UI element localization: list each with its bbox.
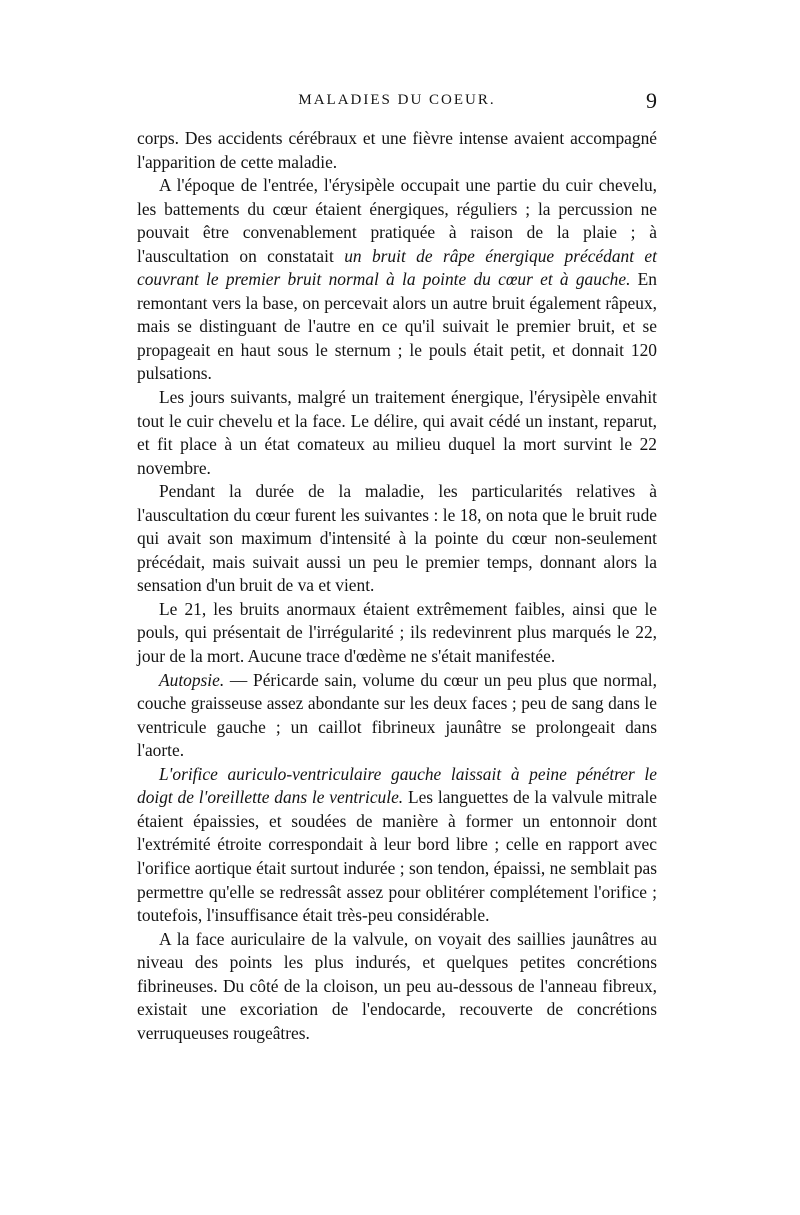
paragraph-7-text: Les languettes de la valvule mitrale étaient épaissies, et soudées de manière à former un entonnoir dont l'extrémité étroite correspondait à leur bord libre ; celle en rapport avec l'orifice aortique était surtout indurée ; son tendon, épaissi, ne semblait pas permettre qu'elle se redressât assez pour oblitérer complétement l'orifice ; toutefois, l'insuffisance était très-peu considérable.	[137, 787, 657, 926]
paragraph-2-text-a: A l'époque de l'entrée, l'érysipèle occupait une partie du cuir chevelu, les battements du cœur étaient énergiques, réguliers ; la percussion ne pouvait être convenablement pratiquée à raison de la plaie ; à l'auscultation on constatait	[137, 175, 657, 266]
running-head	[137, 90, 657, 120]
paragraph-7-italic: L'orifice auriculo-ventriculaire gauche laissait à peine pénétrer le doigt de l'oreillette dans le ventricule.	[137, 763, 657, 808]
paragraph-1: corps. Des accidents cérébraux et une fièvre intense avaient accompagné l'apparition de cette maladie.	[137, 128, 657, 172]
page-number: 9	[646, 88, 657, 113]
running-title: MALADIES DU COEUR.	[298, 92, 496, 108]
paragraph-4: Pendant la durée de la maladie, les particularités relatives à l'auscultation du cœur furent les suivantes : le 18, on nota que le bruit rude qui avait son maximum d'intensité à la pointe du cœur non-seulement précédait, mais suivait aussi un peu le premier temps, donnant alors la sensation d'un bruit de va et vient.	[137, 481, 657, 596]
paragraph-2	[137, 174, 657, 386]
paragraph-6-text: — Péricarde sain, volume du cœur un peu plus que normal, couche graisseuse assez abondante sur les deux faces ; peu de sang dans le ventricule gauche ; un caillot fibrineux jaunâtre se prolongeait dans l'aorte.	[137, 669, 657, 761]
body-text	[137, 127, 657, 1045]
paragraph-6	[137, 669, 657, 763]
paragraph-2-italic: un bruit de râpe énergique précédant et couvrant le premier bruit normal à la pointe du cœur et à gauche.	[137, 245, 657, 290]
paragraph-3: Les jours suivants, malgré un traitement énergique, l'érysipèle envahit tout le cuir chevelu et la face. Le délire, qui avait cédé un instant, reparut, et fit place à un état comateux au milieu duquel la mort survint le 22 novembre.	[137, 387, 657, 478]
paragraph-5: Le 21, les bruits anormaux étaient extrêmement faibles, ainsi que le pouls, qui présentait de l'irrégularité ; ils redevinrent plus marqués le 22, jour de la mort. Aucune trace d'œdème ne s'était manifestée.	[137, 598, 657, 667]
paragraph-2-text-b: En remontant vers la base, on percevait alors un autre bruit également râpeux, mais se distinguant de l'autre en ce qu'il suivait le premier bruit, et se propageait en haut sous le sternum ; le pouls était petit, et donnait 120 pulsations.	[137, 269, 657, 384]
paragraph-7	[137, 763, 657, 928]
paragraph-8: A la face auriculaire de la valvule, on voyait des saillies jaunâtres au niveau des points les plus indurés, et quelques petites concrétions fibrineuses. Du côté de la cloison, un peu au-dessous de l'anneau fibreux, existait une excoriation de l'endocarde, recouverte de concrétions verruqueuses rougeâtres.	[137, 928, 657, 1043]
autopsie-heading: Autopsie.	[159, 669, 225, 690]
